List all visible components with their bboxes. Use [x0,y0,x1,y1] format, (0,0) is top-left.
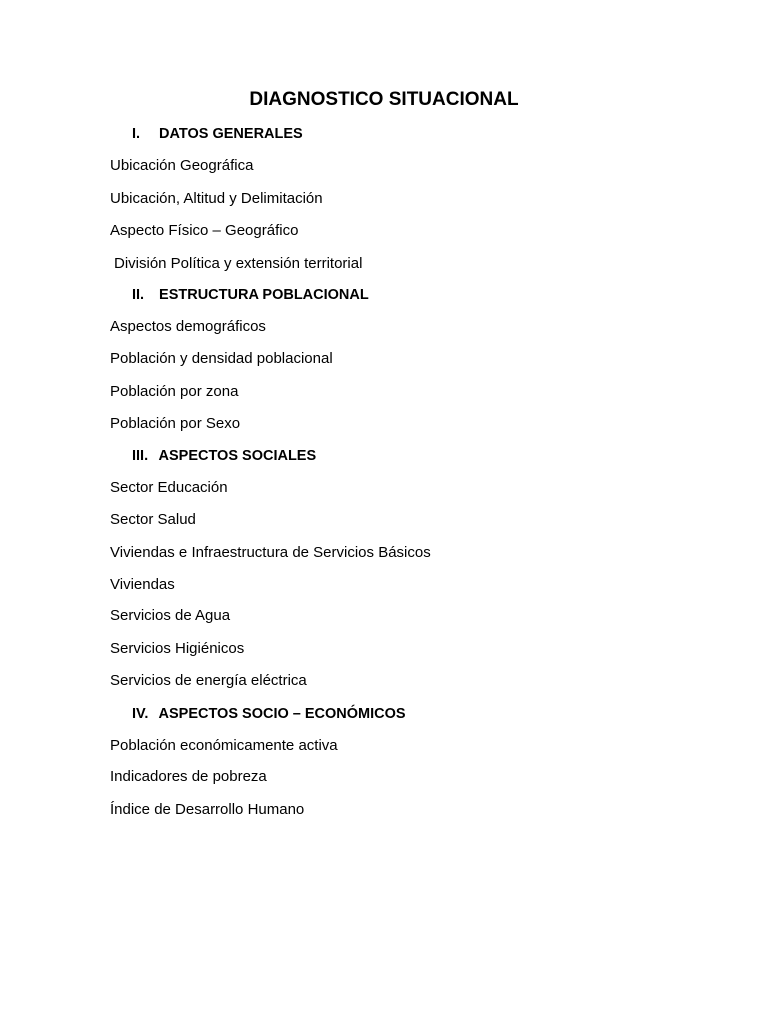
list-item: Viviendas e Infraestructura de Servicios Básicos [110,544,431,561]
section-number: I. [132,126,141,142]
section-heading-1 [132,124,303,144]
list-item: Servicios de energía eléctrica [110,672,307,689]
list-item: Servicios Higiénicos [110,640,245,657]
section-heading-3 [132,446,316,466]
section-title: ASPECTOS SOCIO – ECONÓMICOS [158,706,406,722]
section-number: II. [132,287,145,303]
list-item: Ubicación, Altitud y Delimitación [110,190,323,207]
section-title: ESTRUCTURA POBLACIONAL [159,287,369,303]
list-item: Aspecto Físico – Geográfico [110,222,299,239]
section-number: III. [132,448,149,464]
list-item: División Política y extensión territorial [114,255,363,272]
list-item: Índice de Desarrollo Humano [110,801,305,818]
list-item: Servicios de Agua [110,607,231,624]
list-item: Población económicamente activa [110,737,338,754]
list-item: Viviendas [110,576,175,593]
list-item: Sector Educación [110,479,228,496]
list-item: Ubicación Geográfica [110,157,254,174]
section-title: ASPECTOS SOCIALES [158,448,317,464]
list-item: Población por Sexo [110,415,241,432]
document-title: DIAGNOSTICO SITUACIONAL [249,89,519,110]
section-heading-4 [132,704,406,724]
list-item: Población por zona [110,383,239,400]
list-item: Aspectos demográficos [110,318,266,335]
list-item: Indicadores de pobreza [110,768,267,785]
section-title: DATOS GENERALES [159,126,303,142]
section-number: IV. [132,706,149,722]
list-item: Sector Salud [110,511,196,528]
section-heading-2 [132,285,369,305]
list-item: Población y densidad poblacional [110,350,333,367]
